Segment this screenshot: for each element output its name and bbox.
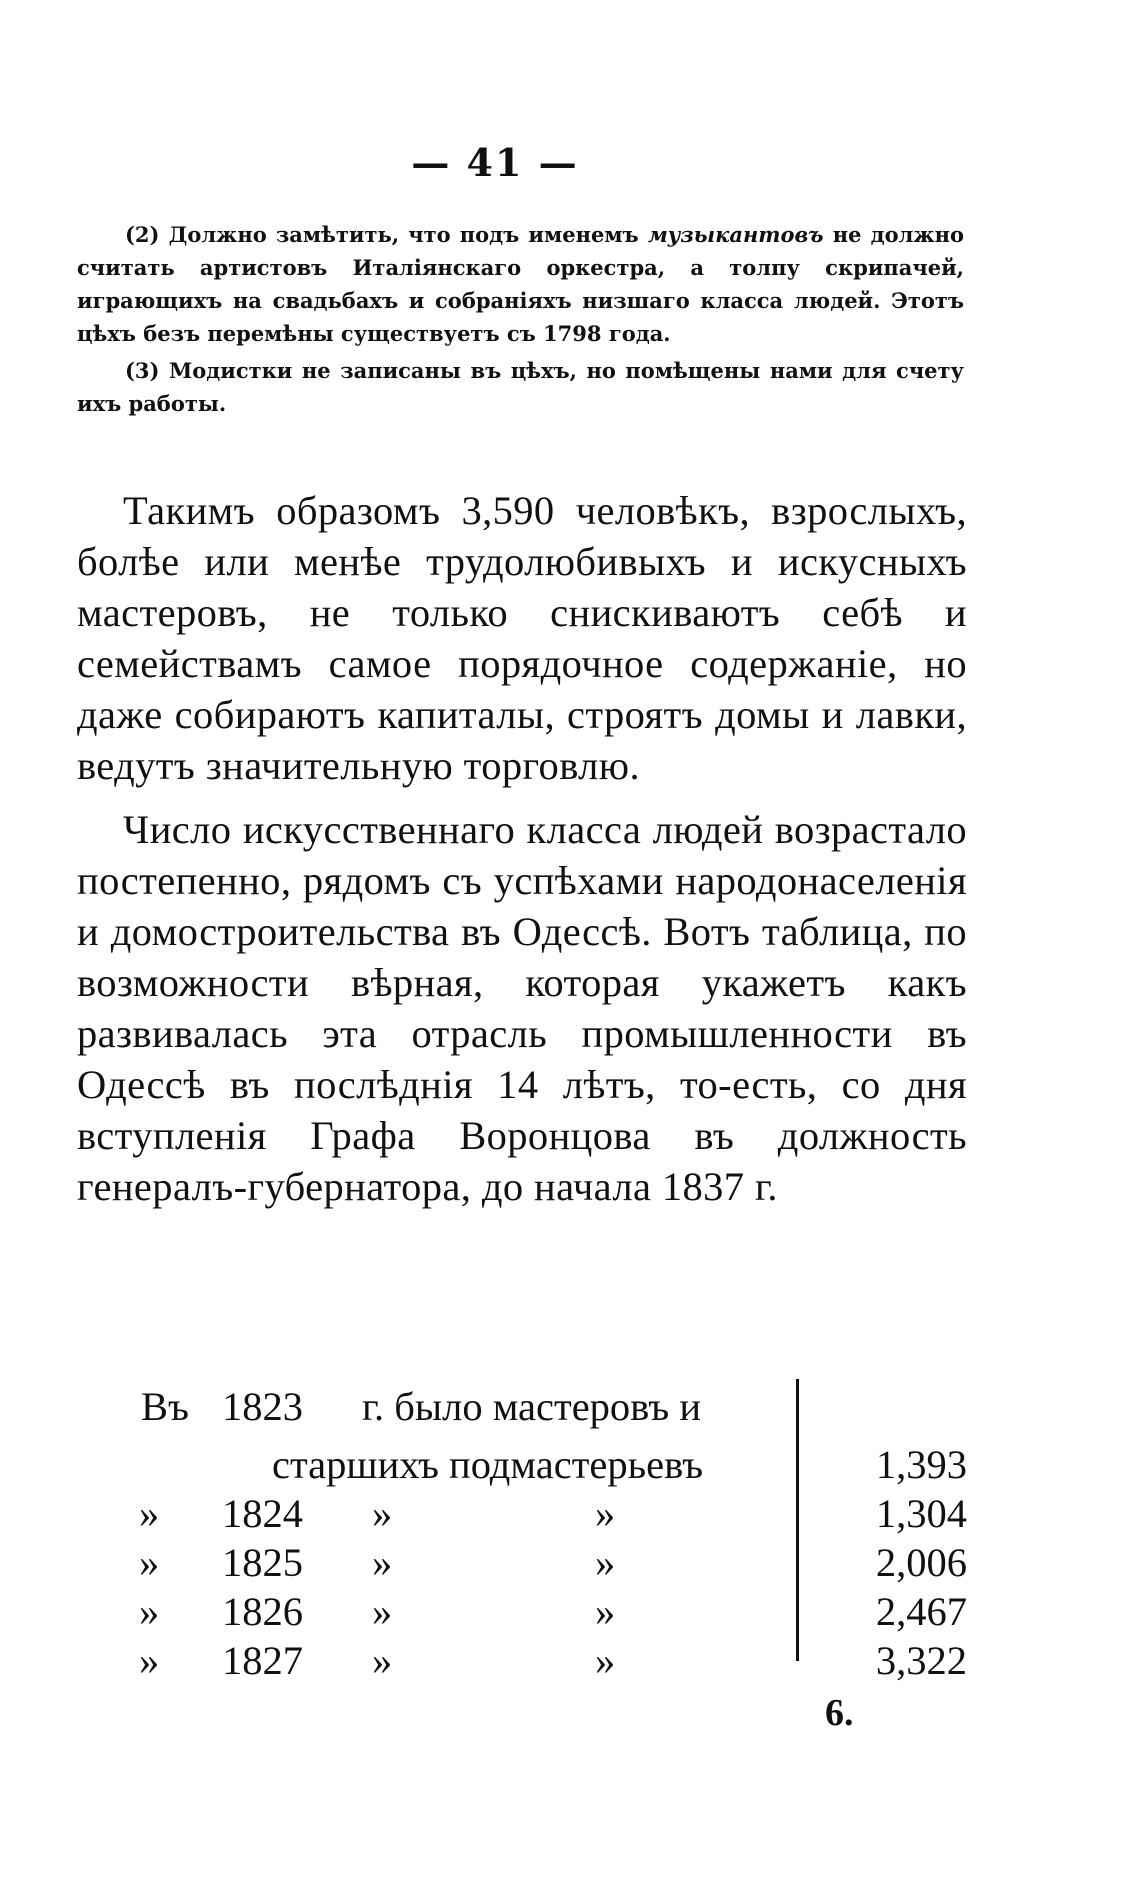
table-row (77, 1383, 967, 1441)
craftsmen-table (77, 1383, 967, 1686)
page-number: — 41 — (411, 140, 579, 185)
row-ditto-prefix: » (139, 1638, 160, 1683)
printer-signature-mark: 6. (825, 1692, 854, 1734)
footnote-2-text-end: не должно считать артистовъ Италіянскаго оркестра, а толпу скрипачей, играющихъ на свадьбахъ и собраніяхъ низшаго класса людей. Этотъ цѣхъ безъ перемѣны существуетъ съ 1798 года. (77, 222, 965, 346)
row-year: 1823 (222, 1384, 303, 1429)
row-value: 2,006 (875, 1540, 967, 1585)
footnote-2-emphasis: музыкантовъ (647, 222, 824, 247)
row-ditto-1: » (372, 1540, 393, 1585)
table-row (77, 1637, 967, 1686)
row-ditto-2: » (595, 1491, 616, 1536)
table-row (77, 1441, 967, 1490)
row-year: 1825 (222, 1540, 303, 1585)
paragraph-1: Такимъ образомъ 3,590 человѣкъ, взрослыхъ, болѣе или менѣе трудолюбивыхъ и искусныхъ мастеровъ, не только снискиваютъ себѣ и семействамъ самое порядочное содержаніе, но даже собираютъ капиталы, строятъ домы и лавки, ведутъ значительную торговлю. (77, 488, 967, 788)
paragraph-2: Число искусственнаго класса людей возрастало постепенно, рядомъ съ успѣхами народонаселенія и домостроительства въ Одессѣ. Вотъ таблица, по возможности вѣрная, которая укажетъ какъ развивалась эта отрасль промышленности въ Одессѣ въ послѣднія 14 лѣтъ, то-есть, со дня вступленія Графа Воронцова въ должность генералъ-губернатора, до начала 1837 г. (77, 807, 967, 1209)
row-value: 1,393 (875, 1442, 967, 1487)
row-ditto-2: » (595, 1638, 616, 1683)
row-ditto-1: » (372, 1491, 393, 1536)
footnotes (77, 218, 964, 424)
footnote-3-text: (3) Модистки не записаны въ цѣхъ, но помѣщены нами для счету ихъ работы. (77, 358, 964, 416)
footnote-3 (77, 354, 964, 420)
row-year: 1827 (222, 1638, 303, 1683)
row-ditto-prefix: » (139, 1540, 160, 1585)
row-ditto-1: » (372, 1638, 393, 1683)
row-description-continued: старшихъ подмастерьевъ (272, 1442, 704, 1487)
row-ditto-prefix: » (139, 1491, 160, 1536)
footnote-2-text-start: (2) Должно замѣтить, что подъ именемъ (125, 222, 648, 247)
row-description: г. было мастеровъ и (362, 1384, 702, 1429)
body-text (77, 485, 967, 1225)
table-row (77, 1539, 967, 1588)
row-year: 1826 (222, 1589, 303, 1634)
row-ditto-2: » (595, 1589, 616, 1634)
row-ditto-1: » (372, 1589, 393, 1634)
row-value: 2,467 (875, 1589, 967, 1634)
table-row (77, 1490, 967, 1539)
row-year: 1824 (222, 1491, 303, 1536)
row-value: 3,322 (875, 1638, 967, 1683)
footnote-2 (77, 218, 964, 350)
row-ditto-prefix: » (139, 1589, 160, 1634)
row-ditto-2: » (595, 1540, 616, 1585)
row-value: 1,304 (875, 1491, 967, 1536)
table-row (77, 1588, 967, 1637)
row-prefix: Въ (141, 1384, 189, 1429)
